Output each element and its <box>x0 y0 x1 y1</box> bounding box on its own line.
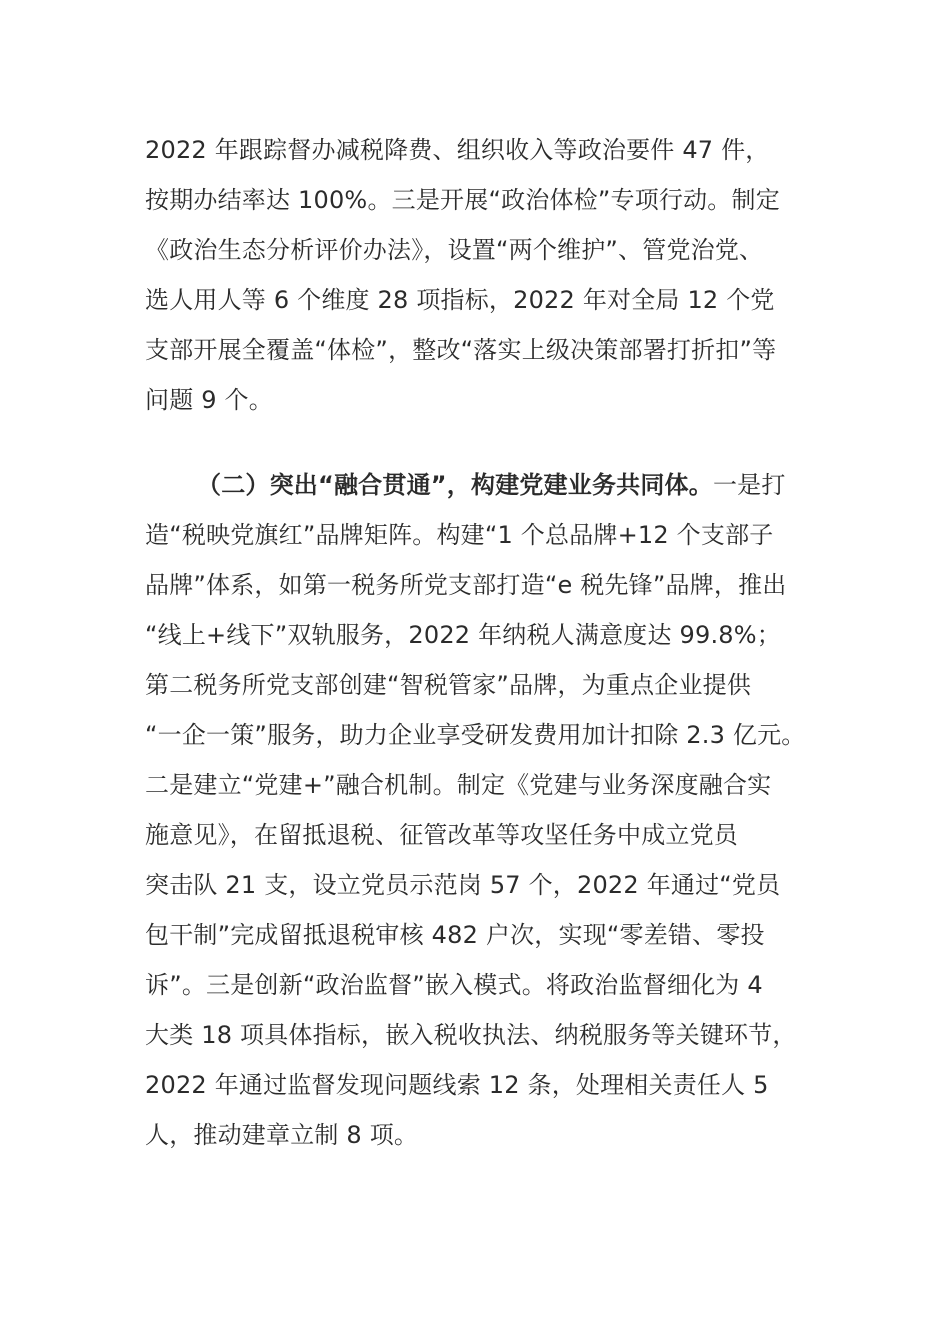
paragraph2-first-line-rest: 一是打 <box>712 471 786 499</box>
paragraph2-line-12: 大类 18 项具体指标，嵌入税收执法、纳税服务等关键环节， <box>145 1021 797 1049</box>
paragraph2-line-11: 诉”。三是创新“政治监督”嵌入模式。将政治监督细化为 4 <box>145 971 763 999</box>
paragraph2-line-2: 造“税映党旗红”品牌矩阵。构建“1 个总品牌+12 个支部子 <box>145 521 774 549</box>
paragraph2-first-line <box>197 470 786 500</box>
paragraph1-line-2: 按期办结率达 100%。三是开展“政治体检”专项行动。制定 <box>145 186 780 214</box>
paragraph2-line-5: 第二税务所党支部创建“智税管家”品牌，为重点企业提供 <box>145 671 752 699</box>
paragraph2-line-6: “一企一策”服务，助力企业享受研发费用加计扣除 2.3 亿元。 <box>145 721 806 749</box>
paragraph1-line-4: 选人用人等 6 个维度 28 项指标，2022 年对全局 12 个党 <box>145 286 775 314</box>
paragraph2-line-3: 品牌”体系，如第一税务所党支部打造“e 税先锋”品牌，推出 <box>145 571 787 599</box>
paragraph2-line-10: 包干制”完成留抵退税审核 482 户次，实现“零差错、零投 <box>145 921 765 949</box>
paragraph2-line-4: “线上+线下”双轨服务，2022 年纳税人满意度达 99.8%； <box>145 621 781 649</box>
paragraph1-line-5: 支部开展全覆盖“体检”，整改“落实上级决策部署打折扣”等 <box>145 336 777 364</box>
paragraph1-line-3: 《政治生态分析评价办法》，设置“两个维护”、管党治党、 <box>145 236 764 264</box>
paragraph2-line-8: 施意见》，在留抵退税、征管改革等攻坚任务中成立党员 <box>145 821 738 849</box>
paragraph1-line-6: 问题 9 个。 <box>145 386 273 414</box>
paragraph2-line-7: 二是建立“党建+”融合机制。制定《党建与业务深度融合实 <box>145 771 772 799</box>
section-heading: （二）突出“融合贯通”，构建党建业务共同体。 <box>197 471 713 499</box>
paragraph2-line-9: 突击队 21 支，设立党员示范岗 57 个，2022 年通过“党员 <box>145 871 781 899</box>
paragraph1-line-1: 2022 年跟踪督办减税降费、组织收入等政治要件 47 件， <box>145 136 770 164</box>
paragraph2-line-14: 人，推动建章立制 8 项。 <box>145 1121 419 1149</box>
paragraph2-line-13: 2022 年通过监督发现问题线索 12 条，处理相关责任人 5 <box>145 1071 769 1099</box>
